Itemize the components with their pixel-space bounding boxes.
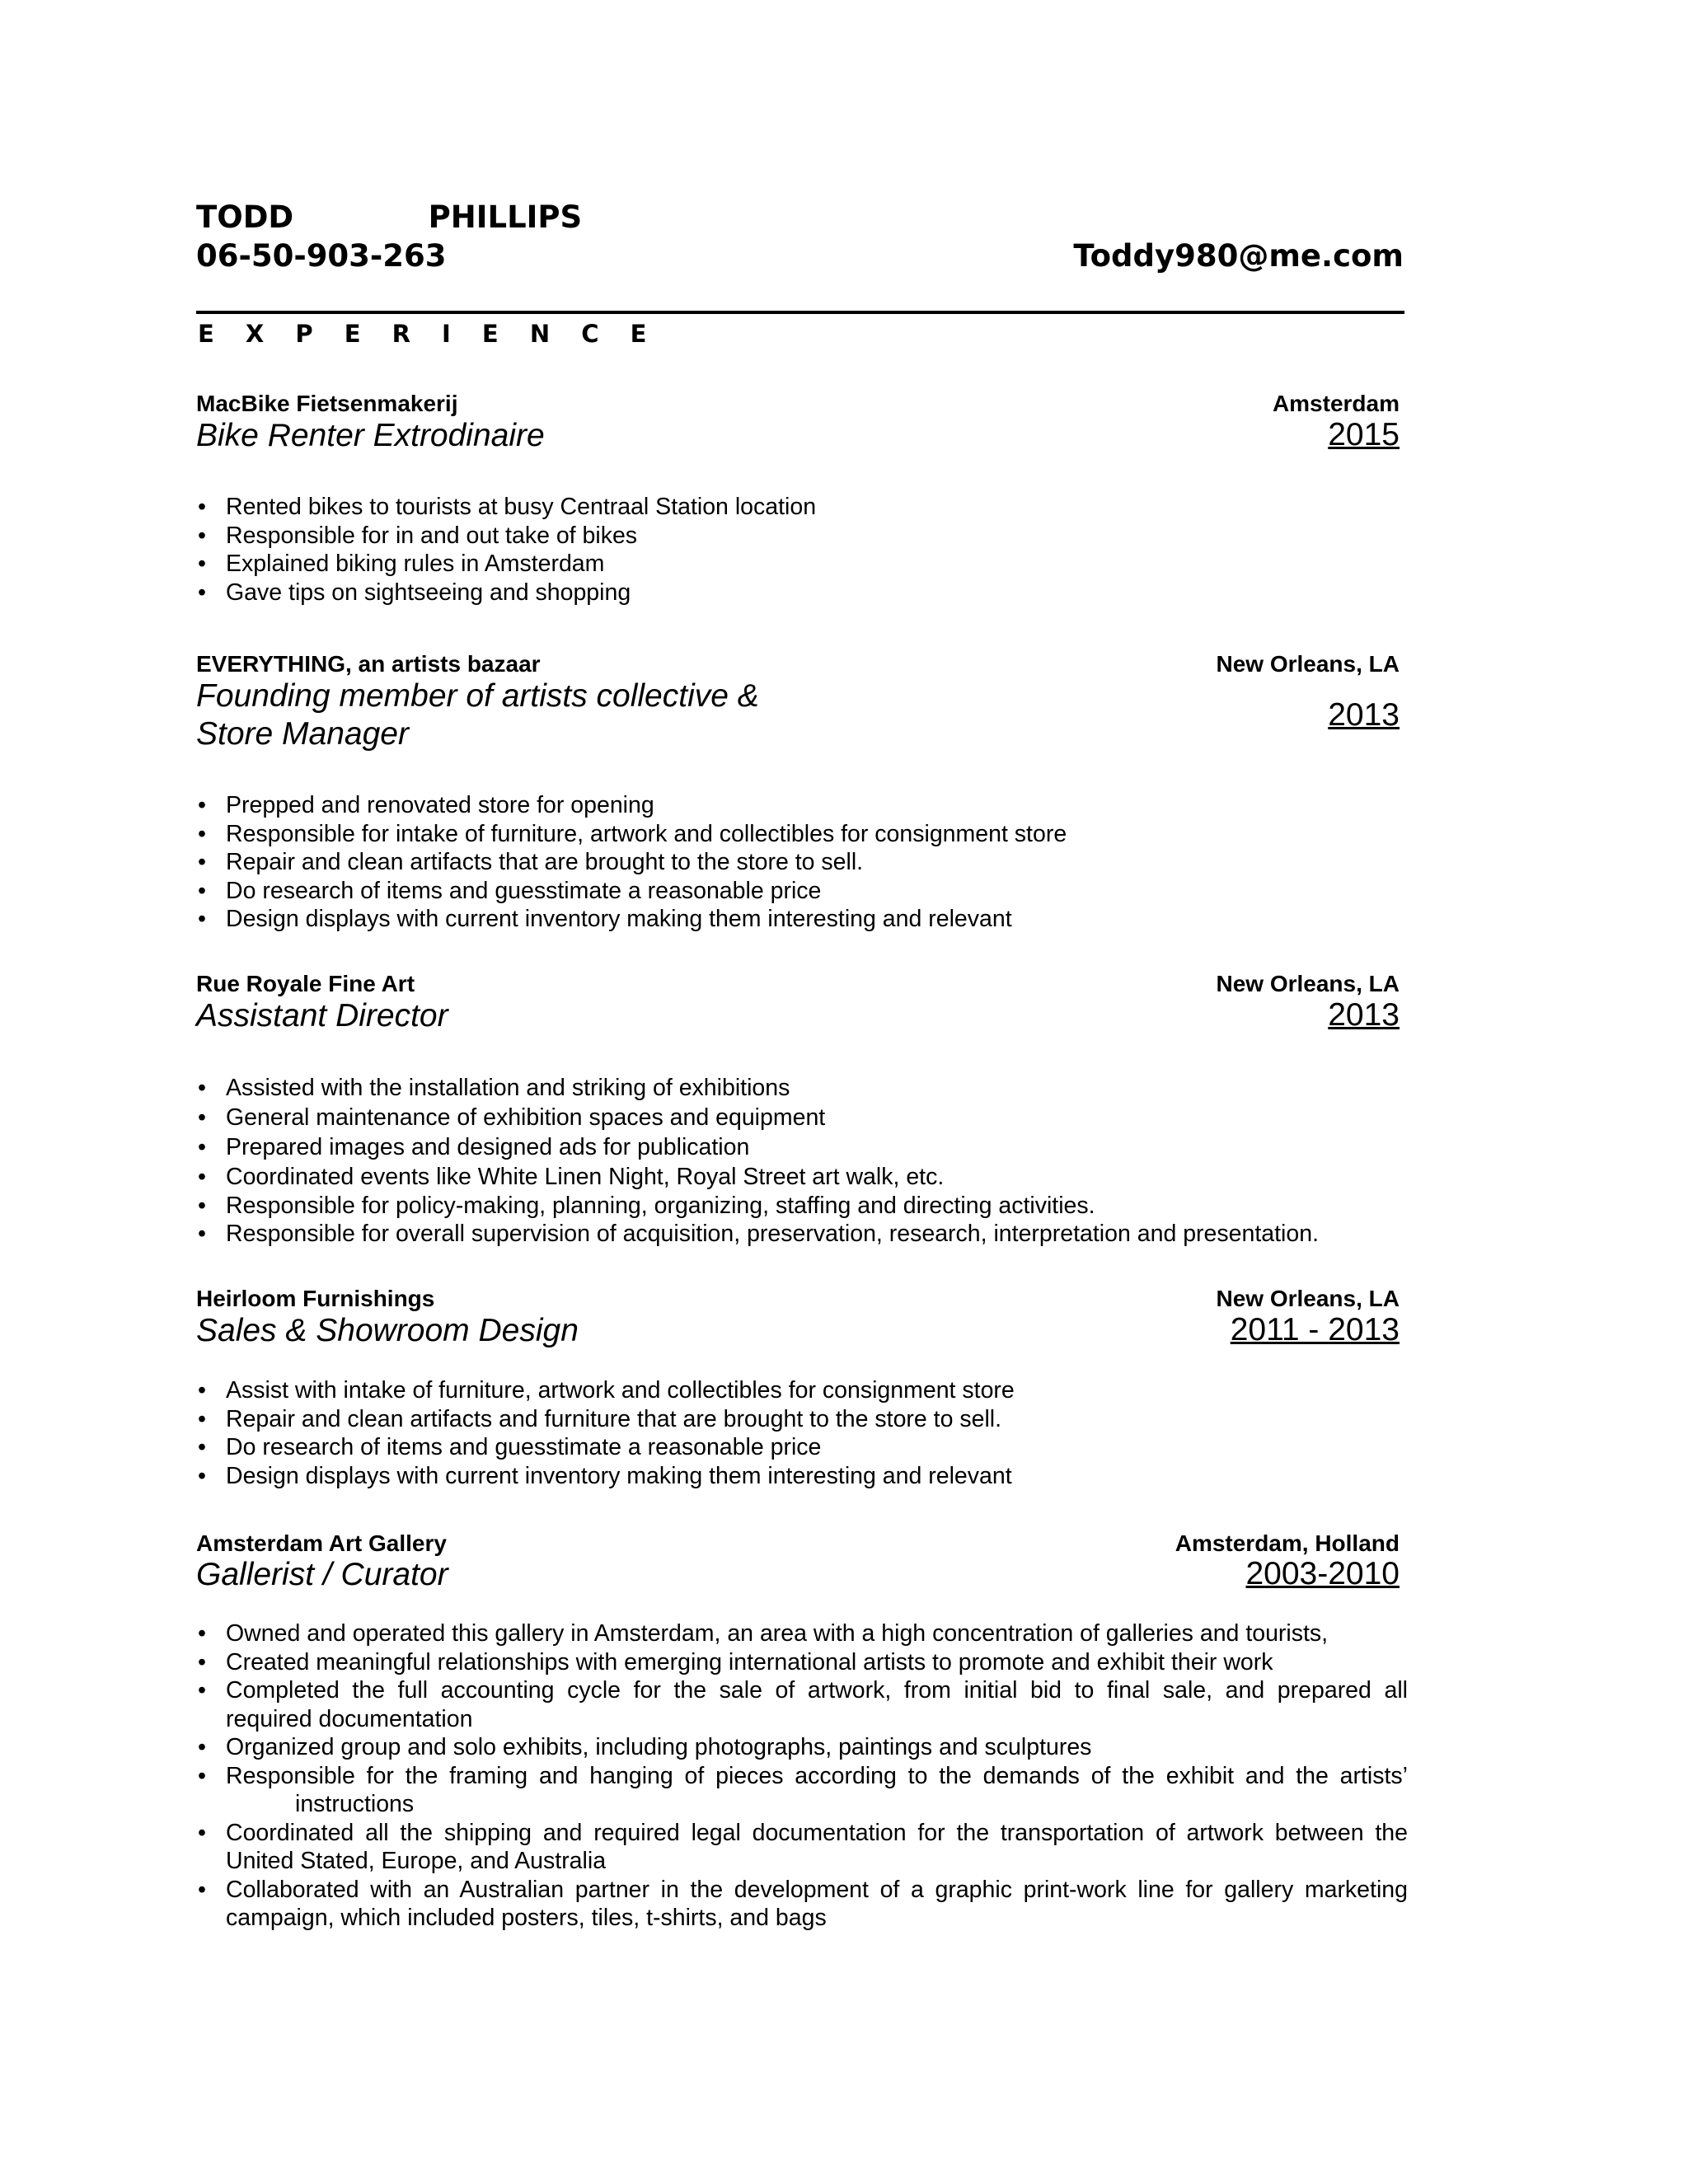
list-item: • Assisted with the installation and striking of exhibitions (196, 1074, 1408, 1104)
list-item: • Repair and clean artifacts that are brought to the store to sell. (196, 848, 1408, 877)
job-year: 2013 (1328, 997, 1400, 1033)
list-item: • Responsible for policy-making, planning, organizing, staffing and directing activities. (196, 1192, 1408, 1221)
job-year: 2015 (1328, 417, 1400, 452)
list-item: • Responsible for overall supervision of acquisition, preservation, research, interpretation and presentation. (196, 1220, 1408, 1249)
list-item: • Owned and operated this gallery in Amsterdam, an area with a high concentration of galleries and tourists, (196, 1619, 1408, 1648)
job-company: EVERYTHING, an artists bazaar (196, 651, 541, 677)
email-address: Toddy980@me.com (1073, 238, 1404, 274)
job-bullets (196, 1074, 1408, 1249)
list-item: • Gave tips on sightseeing and shopping (196, 579, 1408, 607)
list-item: • Rented bikes to tourists at busy Centraal Station location (196, 493, 1408, 522)
list-item: • Prepped and renovated store for opening (196, 791, 1408, 820)
list-item-line: • Completed the full accounting cycle for the sale of artwork, from initial bid to final sale, and prepared all (226, 1677, 1408, 1704)
job-location: Amsterdam, Holland (1175, 1530, 1400, 1556)
list-item-line: • Coordinated all the shipping and required legal documentation for the transportation of artwork between the (226, 1819, 1408, 1846)
list-item: • Coordinated events like White Linen Night, Royal Street art walk, etc. (196, 1163, 1408, 1192)
header-divider (196, 311, 1404, 314)
list-item: • Repair and clean artifacts and furniture that are brought to the store to sell. (196, 1405, 1408, 1434)
list-item (196, 1876, 1408, 1933)
list-item: • Assist with intake of furniture, artwork and collectibles for consignment store (196, 1376, 1408, 1405)
job-role: Gallerist / Curator (196, 1557, 448, 1592)
job-location: New Orleans, LA (1216, 1286, 1400, 1311)
job-role-continued: Store Manager (196, 716, 409, 752)
job-location: Amsterdam (1272, 391, 1400, 416)
job-company: Rue Royale Fine Art (196, 971, 415, 996)
job-year: 2003-2010 (1245, 1556, 1400, 1591)
list-item-line: instructions (295, 1791, 415, 1817)
list-item: • Explained biking rules in Amsterdam (196, 550, 1408, 579)
list-item-line: campaign, which included posters, tiles, t-shirts, and bags (226, 1905, 827, 1931)
job-role: Bike Renter Extrodinaire (196, 418, 545, 453)
list-item (196, 1819, 1408, 1876)
list-item: • Do research of items and guesstimate a reasonable price (196, 1433, 1408, 1462)
job-company: Heirloom Furnishings (196, 1286, 435, 1311)
list-item: • Do research of items and guesstimate a reasonable price (196, 877, 1408, 906)
candidate-name: TODD PHILLIPS (196, 199, 583, 235)
job-role: Sales & Showroom Design (196, 1313, 579, 1348)
list-item: • Design displays with current inventory making them interesting and relevant (196, 905, 1408, 934)
list-item-line: • Responsible for the framing and hanging of pieces according to the demands of the exhibit and the artists’ (226, 1762, 1408, 1789)
list-item: • Responsible for intake of furniture, artwork and collectibles for consignment store (196, 820, 1408, 849)
job-year: 2011 - 2013 (1230, 1312, 1400, 1347)
list-item: • Responsible for in and out take of bikes (196, 522, 1408, 551)
job-role: Assistant Director (196, 998, 448, 1033)
list-item-line: • Collaborated with an Australian partner in the development of a graphic print-work line for gallery marketing (226, 1876, 1408, 1903)
job-company: MacBike Fietsenmakerij (196, 391, 458, 416)
job-role: Founding member of artists collective & (196, 678, 759, 714)
job-location: New Orleans, LA (1216, 651, 1400, 677)
job-year: 2013 (1328, 697, 1400, 733)
section-title-experience: E X P E R I E N C E (198, 320, 659, 348)
list-item (196, 1762, 1408, 1819)
job-bullets (196, 1376, 1408, 1490)
list-item: • General maintenance of exhibition spaces and equipment (196, 1104, 1408, 1133)
job-bullets (196, 791, 1408, 934)
job-bullets (196, 1619, 1408, 1933)
job-company: Amsterdam Art Gallery (196, 1530, 447, 1556)
list-item (196, 1676, 1408, 1733)
list-item: • Prepared images and designed ads for publication (196, 1133, 1408, 1163)
list-item: • Design displays with current inventory making them interesting and relevant (196, 1462, 1408, 1491)
job-bullets (196, 493, 1408, 607)
phone-number: 06-50-903-263 (196, 238, 447, 274)
list-item: • Organized group and solo exhibits, including photographs, paintings and sculptures (196, 1733, 1408, 1762)
list-item: • Created meaningful relationships with emerging international artists to promote and exhibit their work (196, 1648, 1408, 1677)
job-location: New Orleans, LA (1216, 971, 1400, 996)
list-item-line: United Stated, Europe, and Australia (226, 1848, 607, 1874)
list-item-line: required documentation (226, 1705, 473, 1732)
